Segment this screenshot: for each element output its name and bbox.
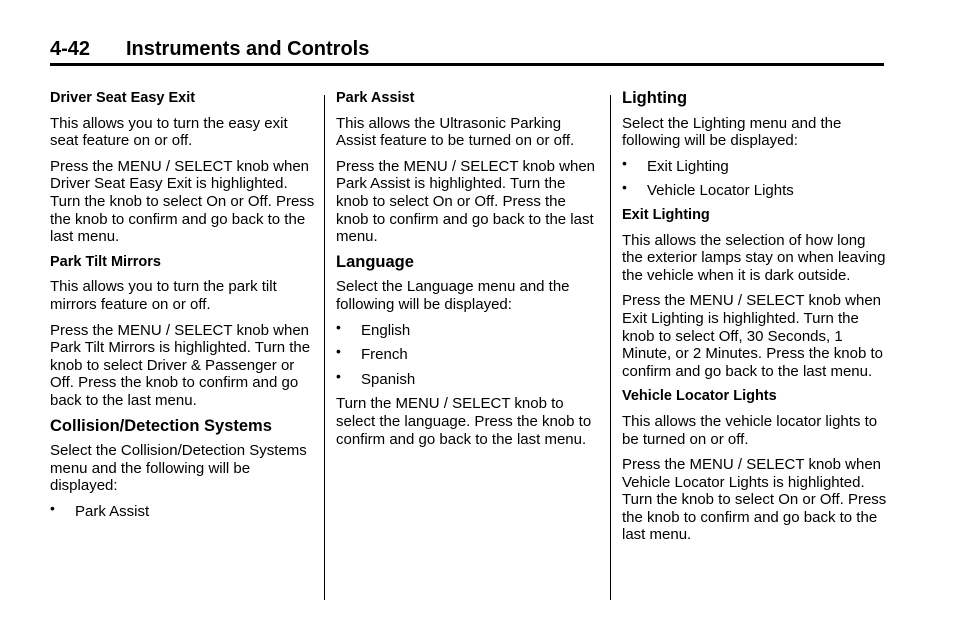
paragraph: Press the MENU / SELECT knob when Vehicle Locator Lights is highlighted. Turn the knob to select On or Off. Press the knob to confirm and go back to the last menu. — [622, 456, 887, 544]
list-item-text: Spanish — [361, 370, 416, 388]
paragraph: Select the Language menu and the following will be displayed: — [336, 278, 570, 313]
list-item — [336, 343, 601, 364]
paragraph: Select the Lighting menu and the following will be displayed: — [622, 114, 842, 150]
list-item-text: Vehicle Locator Lights — [647, 182, 794, 200]
bullet-list — [50, 499, 315, 521]
subheading-exit-lighting: Exit Lighting — [622, 206, 710, 223]
paragraph: This allows the vehicle locator lights to be turned on or off. — [622, 412, 878, 448]
paragraph: This allows the Ultrasonic Parking Assist feature to be turned on or off. — [336, 114, 575, 150]
bullet-icon: • — [336, 343, 341, 360]
column-divider — [610, 95, 611, 600]
paragraph: This allows you to turn the park tilt mirrors feature on or off. — [50, 278, 277, 313]
bullet-icon: • — [622, 179, 627, 196]
list-item-text: Park Assist — [75, 502, 150, 520]
subheading-driver-seat-easy-exit: Driver Seat Easy Exit — [50, 90, 196, 106]
heading-collision-detection-systems: Collision/Detection Systems — [50, 416, 272, 435]
paragraph: This allows the selection of how long the exterior lamps stay on when leaving the vehicle when it is dark outside. — [622, 231, 886, 284]
bullet-list — [622, 154, 887, 200]
bullet-icon: • — [622, 154, 627, 171]
heading-lighting: Lighting — [622, 89, 688, 107]
page-number: 4-42 — [50, 38, 91, 60]
paragraph: Select the Collision/Detection Systems menu and the following will be displayed: — [50, 442, 307, 495]
list-item — [50, 499, 315, 521]
subheading-park-tilt-mirrors: Park Tilt Mirrors — [50, 253, 161, 270]
list-item-text: Exit Lighting — [647, 157, 729, 175]
list-item — [622, 179, 887, 200]
header-rule — [50, 63, 884, 66]
list-item — [336, 367, 601, 389]
bullet-icon: • — [50, 499, 55, 516]
paragraph: This allows you to turn the easy exit seat feature on or off. — [50, 114, 288, 150]
column-1 — [50, 90, 315, 527]
bullet-icon: • — [336, 318, 341, 335]
paragraph: Press the MENU / SELECT knob when Exit Lighting is highlighted. Turn the knob to select Off, 30 Seconds, 1 Minute, or 2 Minutes. Press the knob to confirm and go back to the last menu. — [622, 292, 883, 380]
paragraph: Turn the MENU / SELECT knob to select the language. Press the knob to confirm and go back to the last menu. — [336, 395, 592, 448]
section-title: Instruments and Controls — [126, 38, 370, 60]
paragraph: Press the MENU / SELECT knob when Driver Seat Easy Exit is highlighted. Turn the knob to select On or Off. Press the knob to confirm and go back to the last menu. — [50, 157, 315, 246]
subheading-park-assist: Park Assist — [336, 90, 415, 106]
list-item — [622, 154, 887, 176]
list-item-text: French — [361, 346, 408, 364]
paragraph: Press the MENU / SELECT knob when Park Assist is highlighted. Turn the knob to select On or Off. Press the knob to confirm and go back to the last menu. — [336, 157, 595, 246]
heading-language: Language — [336, 252, 414, 271]
bullet-list — [336, 318, 601, 389]
bullet-icon: • — [336, 367, 341, 384]
column-2 — [336, 90, 601, 456]
paragraph: Press the MENU / SELECT knob when Park Tilt Mirrors is highlighted. Turn the knob to select Driver & Passenger or Off. Press the knob to confirm and go back to the last menu. — [50, 321, 311, 409]
list-item — [336, 318, 601, 340]
column-divider — [324, 95, 325, 600]
subheading-vehicle-locator-lights: Vehicle Locator Lights — [622, 388, 777, 405]
list-item-text: English — [361, 321, 411, 339]
column-3 — [622, 90, 887, 552]
